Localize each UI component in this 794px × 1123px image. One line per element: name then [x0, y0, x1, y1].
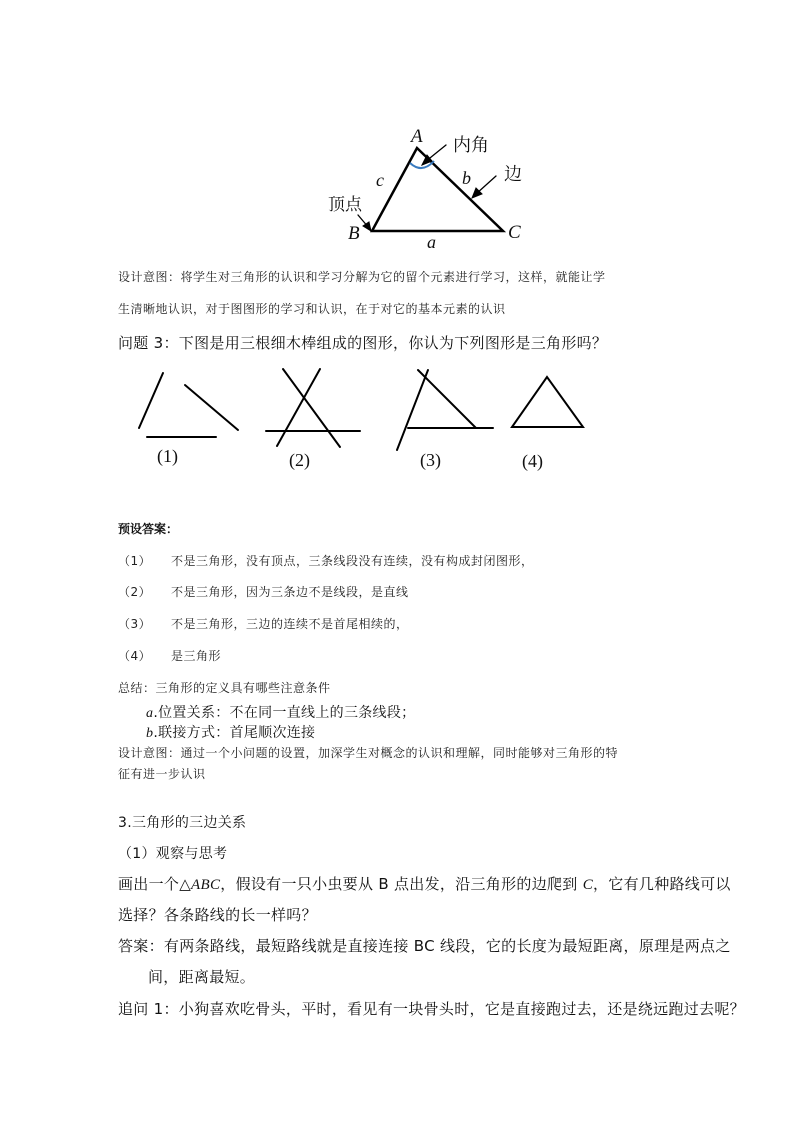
figure-2-label: (2) — [289, 450, 310, 470]
figure-3-not-end-to-end — [397, 370, 493, 450]
paragraph-1-text-b: ，假设有一只小虫要从 B 点出发，沿三角形的边爬到 — [220, 875, 583, 893]
point-c: C — [582, 877, 593, 893]
paragraph-1-text-a: 画出一个△ — [118, 875, 192, 893]
figure-1-unconnected-sticks — [139, 373, 238, 437]
summary-item-a-marker: a — [146, 706, 154, 721]
side-b-label: b — [462, 168, 471, 188]
answer-1-text: 不是三角形，没有顶点，三条线段没有连续，没有构成封闭图形， — [171, 554, 534, 568]
paragraph-1-line2: 选择？各条路线的长一样吗？ — [118, 906, 317, 924]
figure-2-crossing-lines — [266, 369, 360, 447]
answer-4-number: （4） — [118, 649, 152, 663]
answer-3-text: 不是三角形，三边的连续不是首尾相续的， — [171, 617, 409, 631]
summary-item-a-text: .位置关系：不在同一直线上的三条线段； — [153, 705, 416, 721]
inner-angle-label: 内角 — [453, 135, 489, 156]
design-intent-2-line1: 设计意图：通过一个小问题的设置，加深学生对概念的认识和理解，同时能够对三角形的特 — [118, 746, 619, 760]
summary-item-b-text: .联接方式：首尾顺次连接 — [153, 725, 316, 741]
side-c-label: c — [376, 170, 384, 190]
answer-line2: 间，距离最短。 — [148, 968, 256, 986]
paragraph-1-text-d: ，它有几种路线可以 — [593, 875, 731, 893]
answer-2-number: （2） — [118, 585, 152, 599]
preset-answers-heading: 预设答案： — [118, 522, 179, 536]
summary-item-b — [146, 722, 315, 742]
answer-2-text: 不是三角形，因为三条边不是线段，是直线 — [171, 585, 409, 599]
paragraph-1-line1 — [118, 873, 731, 894]
summary-item-a — [146, 702, 415, 722]
summary-heading: 总结：三角形的定义具有哪些注意条件 — [118, 681, 331, 695]
figure-4-triangle — [512, 377, 583, 427]
vertex-c-label: C — [508, 222, 521, 243]
vertex-b-label: B — [348, 223, 360, 244]
figure-1-label: (1) — [157, 446, 178, 466]
vertex-a-label: A — [411, 126, 423, 147]
vertex-label: 顶点 — [328, 195, 362, 215]
side-a-label: a — [427, 232, 436, 252]
followup-question-1: 追问 1：小狗喜欢吃骨头，平时，看见有一块骨头时，它是直接跑过去，还是绕远跑过去呢？ — [118, 1000, 745, 1018]
answer-4-text: 是三角形 — [171, 649, 222, 663]
summary-item-b-marker: b — [146, 726, 154, 741]
answer-1-number: （1） — [118, 554, 152, 568]
side-label: 边 — [504, 164, 522, 185]
design-intent-2-line2: 征有进一步认识 — [118, 767, 206, 781]
section-3-title: 3.三角形的三边关系 — [118, 815, 247, 831]
stick-figures-diagram — [0, 0, 794, 480]
design-intent-1-line1: 设计意图：将学生对三角形的认识和学习分解为它的留个元素进行学习，这样，就能让学 — [118, 270, 606, 284]
answer-3-number: （3） — [118, 617, 152, 631]
figure-4-label: (4) — [522, 451, 543, 471]
figure-3-label: (3) — [420, 450, 441, 470]
triangle-name-abc: ABC — [191, 877, 221, 893]
design-intent-1-line2: 生清晰地认识，对于图图形的学习和认识，在于对它的基本元素的认识 — [118, 302, 506, 316]
section-3-subtitle: （1）观察与思考 — [118, 846, 228, 862]
answer-line1: 答案：有两条路线，最短路线就是直接连接 BC 线段，它的长度为最短距离，原理是两点之 — [118, 937, 731, 955]
question-3: 问题 3：下图是用三根细木棒组成的图形，你认为下列图形是三角形吗？ — [118, 334, 608, 352]
